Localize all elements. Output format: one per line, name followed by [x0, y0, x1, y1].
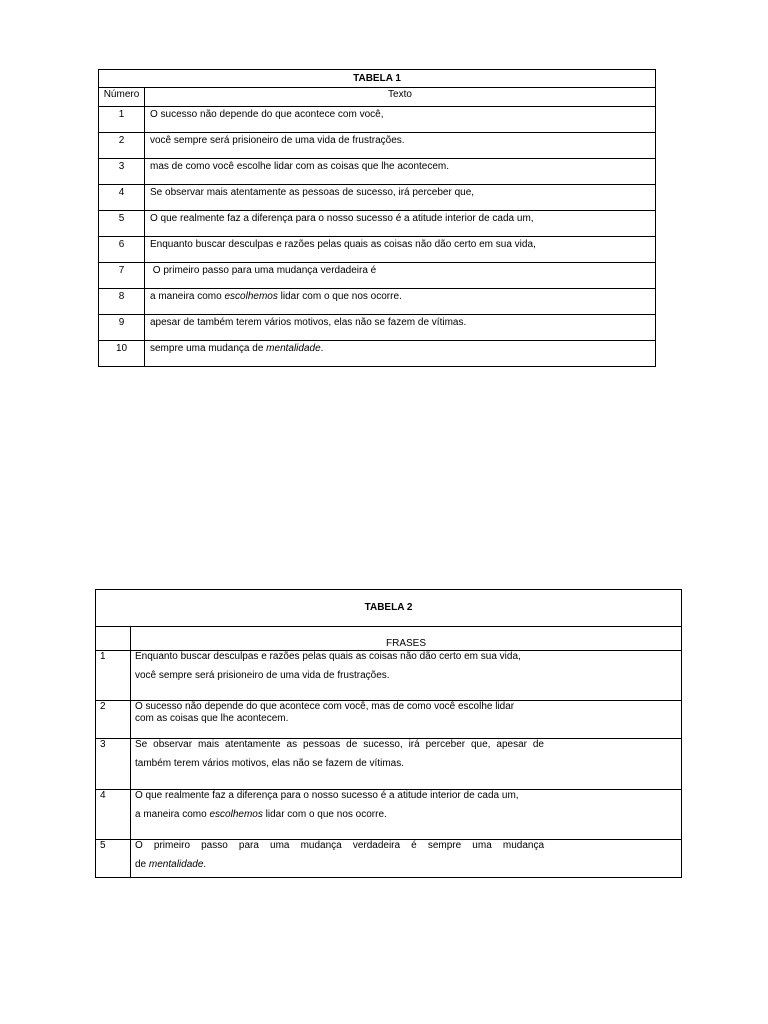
- row-text-part: a maneira como: [135, 809, 210, 820]
- row-text-part: .: [203, 859, 207, 870]
- row-line: você sempre será prisioneiro de uma vida de frustrações.: [135, 670, 390, 681]
- row-text: [145, 289, 656, 315]
- table-2: [95, 589, 682, 878]
- row-text: [131, 739, 682, 790]
- row-text: Enquanto buscar desculpas e razões pelas quais as coisas não dão certo em sua vida,: [145, 237, 656, 263]
- table-row: [99, 341, 656, 367]
- table-row: [99, 159, 656, 185]
- row-text-part: .: [320, 343, 324, 354]
- row-number: 6: [99, 237, 145, 263]
- row-number: 2: [99, 133, 145, 159]
- row-number: 3: [96, 739, 131, 790]
- table-2-title: TABELA 2: [96, 590, 682, 627]
- row-number: 1: [96, 651, 131, 701]
- row-line: O primeiro passo para uma mudança verdadeira é sempre uma mudança: [135, 840, 544, 851]
- row-line: também terem vários motivos, elas não se fazem de vítimas.: [135, 758, 404, 769]
- column-header-blank: [96, 627, 131, 651]
- table-row: [96, 701, 682, 739]
- row-number: 5: [99, 211, 145, 237]
- row-text-part: sempre uma mudança de: [150, 343, 267, 354]
- table-row: [99, 289, 656, 315]
- row-text: O que realmente faz a diferença para o nosso sucesso é a atitude interior de cada um,: [145, 211, 656, 237]
- row-text: [131, 840, 682, 878]
- row-line: Enquanto buscar desculpas e razões pelas quais as coisas não dão certo em sua vida,: [135, 651, 521, 662]
- table-row: [96, 840, 682, 878]
- row-text-part: lidar com o que nos ocorre.: [262, 809, 387, 820]
- row-text-part: lidar com o que nos ocorre.: [277, 291, 402, 302]
- row-number: 3: [99, 159, 145, 185]
- row-text: O primeiro passo para uma mudança verdadeira é: [145, 263, 656, 289]
- row-number: 2: [96, 701, 131, 739]
- row-text-part: a maneira como: [150, 291, 225, 302]
- table-row: [99, 263, 656, 289]
- row-text-emphasis: mentalidade: [266, 343, 321, 354]
- table-row: [99, 133, 656, 159]
- row-text: mas de como você escolhe lidar com as coisas que lhe acontecem.: [145, 159, 656, 185]
- row-text: [145, 341, 656, 367]
- row-number: 9: [99, 315, 145, 341]
- row-line: O sucesso não depende do que acontece com você, mas de como você escolhe lidar: [135, 701, 515, 712]
- row-number: 7: [99, 263, 145, 289]
- row-text: Se observar mais atentamente as pessoas de sucesso, irá perceber que,: [145, 185, 656, 211]
- column-header-number: Número: [99, 88, 145, 107]
- row-text-emphasis: escolhemos: [209, 809, 263, 820]
- table-row: [96, 790, 682, 840]
- row-line: Se observar mais atentamente as pessoas de sucesso, irá perceber que, apesar de: [135, 739, 544, 750]
- table-row: [96, 651, 682, 701]
- row-text-emphasis: mentalidade: [148, 859, 204, 870]
- row-number: 5: [96, 840, 131, 878]
- row-text: apesar de também terem vários motivos, elas não se fazem de vítimas.: [145, 315, 656, 341]
- row-number: 4: [99, 185, 145, 211]
- row-text-part: de: [135, 859, 149, 870]
- row-text: [131, 651, 682, 701]
- table-1-title: TABELA 1: [99, 70, 656, 88]
- row-text: O sucesso não depende do que acontece com você,: [145, 107, 656, 133]
- table-row: [99, 237, 656, 263]
- row-text: você sempre será prisioneiro de uma vida de frustrações.: [145, 133, 656, 159]
- table-row: [96, 739, 682, 790]
- row-line: [135, 859, 681, 871]
- table-1: [98, 69, 656, 367]
- table-row: [99, 315, 656, 341]
- row-number: 8: [99, 289, 145, 315]
- row-number: 10: [99, 341, 145, 367]
- column-header-text: Texto: [145, 88, 656, 107]
- table-row: [99, 185, 656, 211]
- row-number: 4: [96, 790, 131, 840]
- row-text: [131, 790, 682, 840]
- table-row: [99, 107, 656, 133]
- column-header-frases: FRASES: [131, 627, 682, 651]
- table-row: [99, 211, 656, 237]
- row-line: O que realmente faz a diferença para o nosso sucesso é a atitude interior de cada um,: [135, 790, 519, 801]
- row-line: [135, 809, 681, 821]
- row-line: com as coisas que lhe acontecem.: [135, 713, 289, 724]
- row-text-emphasis: escolhemos: [224, 291, 278, 302]
- row-text: [131, 701, 682, 739]
- row-number: 1: [99, 107, 145, 133]
